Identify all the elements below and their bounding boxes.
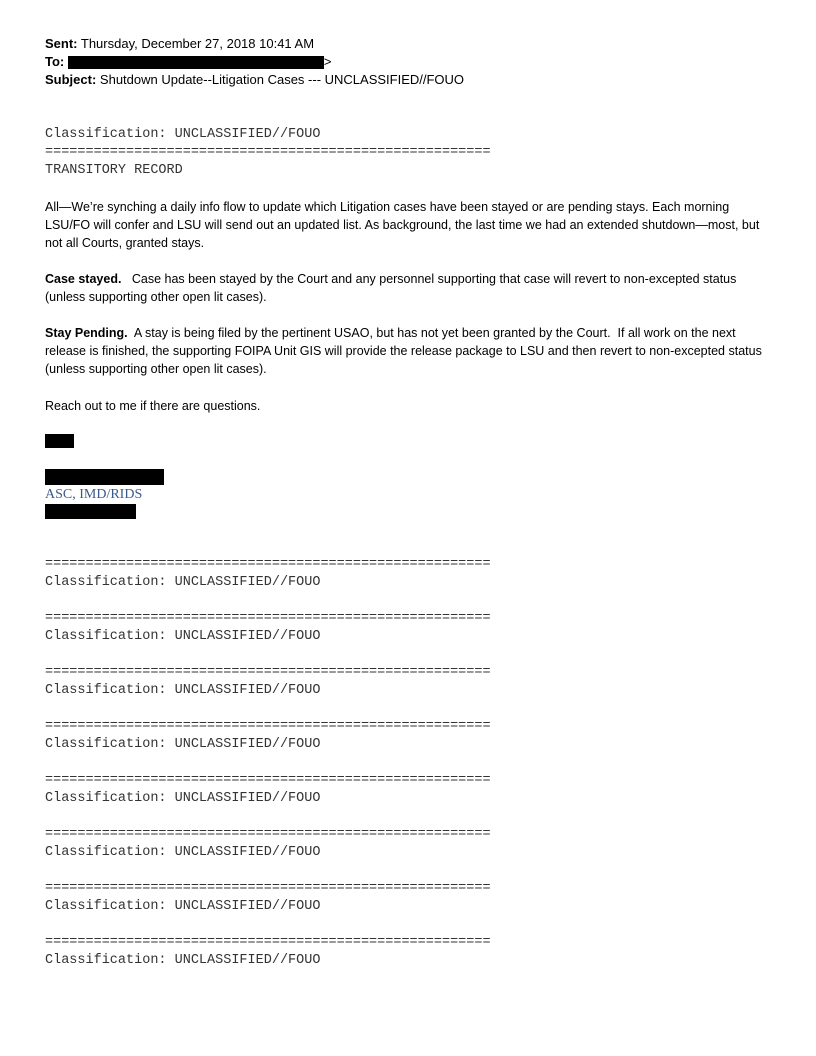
to-suffix: >	[323, 54, 332, 69]
email-header	[45, 35, 464, 89]
separator-line: =======================================================	[45, 665, 491, 680]
separator-line: =======================================================	[45, 145, 491, 160]
case-stayed-label: Case stayed.	[45, 272, 122, 286]
classification-top: Classification: UNCLASSIFIED//FOUO	[45, 127, 321, 142]
redaction-box	[45, 504, 136, 519]
separator-line: =======================================================	[45, 881, 491, 896]
redaction-box	[68, 56, 324, 69]
separator-line: =======================================================	[45, 773, 491, 788]
signature-title: ASC, IMD/RIDS	[45, 487, 143, 502]
message-body	[45, 198, 763, 252]
case-stayed-paragraph	[45, 270, 763, 306]
record-type: TRANSITORY RECORD	[45, 163, 183, 178]
classification-footer: Classification: UNCLASSIFIED//FOUO	[45, 737, 321, 752]
classification-footer: Classification: UNCLASSIFIED//FOUO	[45, 899, 321, 914]
stay-pending-label: Stay Pending.	[45, 326, 128, 340]
subject-label: Subject:	[45, 72, 97, 87]
separator-line: =======================================================	[45, 611, 491, 626]
redaction-box	[45, 434, 74, 448]
sent-line	[45, 35, 464, 53]
sent-value: Thursday, December 27, 2018 10:41 AM	[80, 36, 315, 51]
separator-line: =======================================================	[45, 935, 491, 950]
separator-line: =======================================================	[45, 719, 491, 734]
subject-value: Shutdown Update--Litigation Cases --- UNCLASSIFIED//FOUO	[99, 72, 465, 87]
case-stayed-text: Case has been stayed by the Court and any personnel supporting that case will revert to non-excepted status (unless supporting other open lit cases).	[45, 272, 740, 304]
classification-footer: Classification: UNCLASSIFIED//FOUO	[45, 629, 321, 644]
separator-line: =======================================================	[45, 557, 491, 572]
intro-paragraph: All—We’re synching a daily info flow to update which Litigation cases have been stayed or are pending stays. Each morning LSU/FO will confer and LSU will send out an updated list. As background, the last time we had an extended shutdown—most, but not all Courts, granted stays.	[45, 200, 760, 250]
classification-footer: Classification: UNCLASSIFIED//FOUO	[45, 683, 321, 698]
sent-label: Sent:	[45, 36, 78, 51]
classification-footer: Classification: UNCLASSIFIED//FOUO	[45, 953, 321, 968]
classification-footer: Classification: UNCLASSIFIED//FOUO	[45, 791, 321, 806]
to-line	[45, 53, 464, 71]
stay-pending-paragraph	[45, 324, 766, 378]
closing-line: Reach out to me if there are questions.	[45, 399, 261, 413]
redaction-box	[45, 469, 164, 485]
to-label: To:	[45, 54, 65, 69]
classification-footer: Classification: UNCLASSIFIED//FOUO	[45, 575, 321, 590]
classification-footer: Classification: UNCLASSIFIED//FOUO	[45, 845, 321, 860]
stay-pending-text: A stay is being filed by the pertinent USAO, but has not yet been granted by the Court. If all work on the next release is finished, the supporting FOIPA Unit GIS will provide the release package to LSU and then revert to non-excepted status (unless supporting other open lit cases).	[45, 326, 766, 376]
separator-line: =======================================================	[45, 827, 491, 842]
subject-line	[45, 71, 464, 89]
